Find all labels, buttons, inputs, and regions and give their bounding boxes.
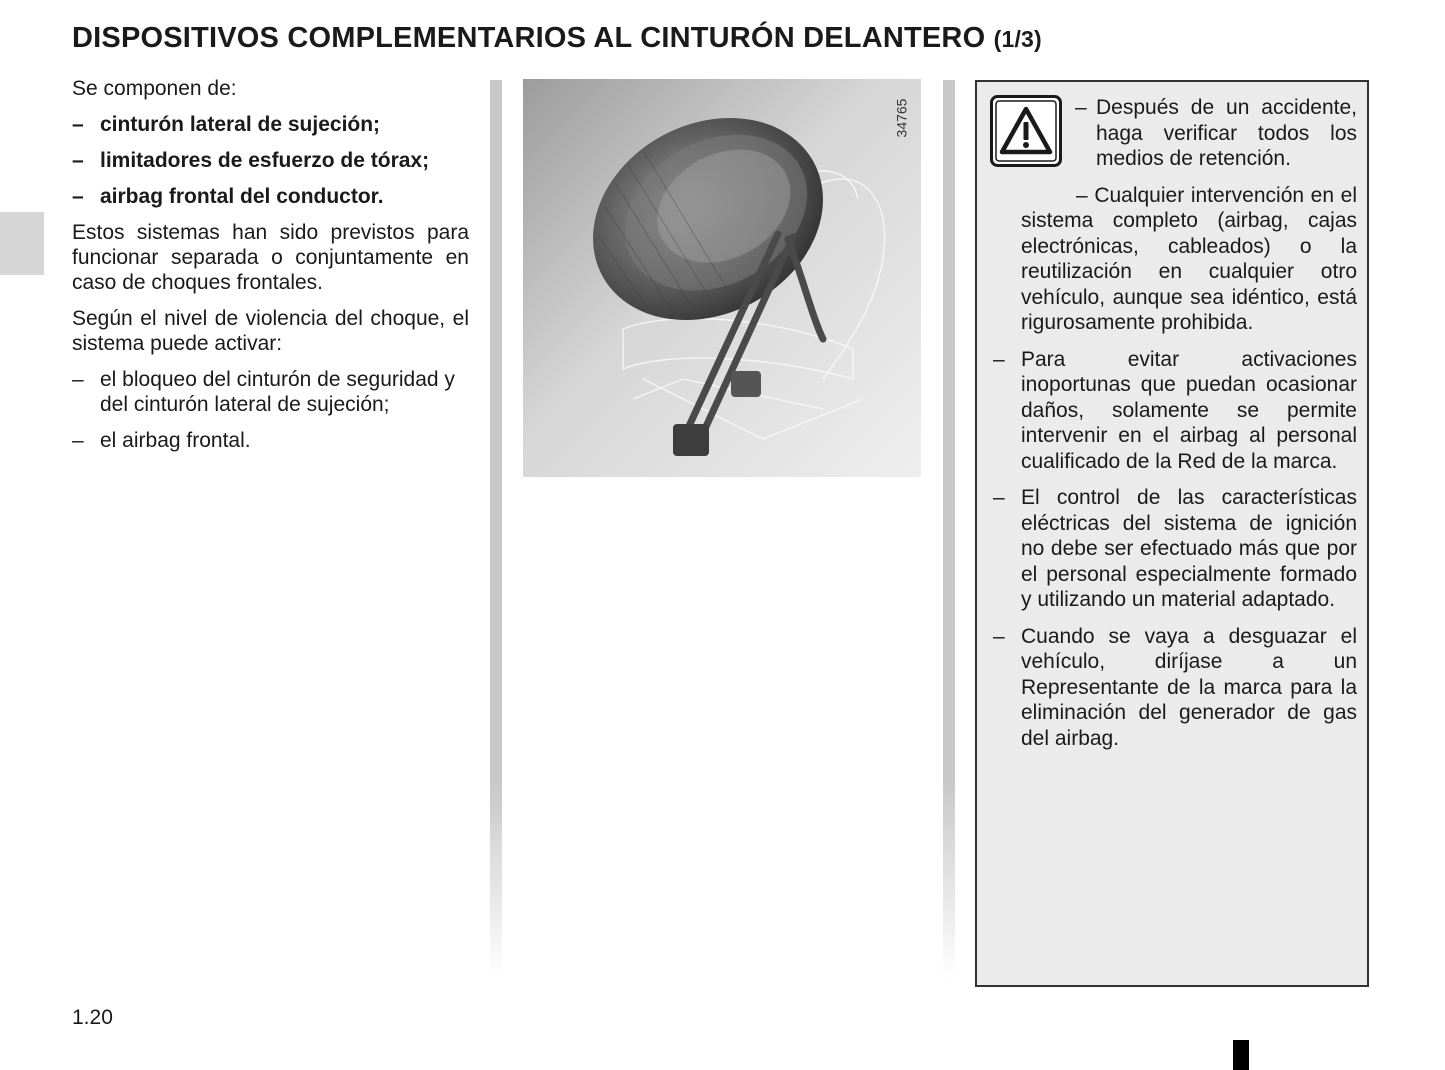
activation-item (72, 367, 469, 417)
page-number: 1.20 (72, 1006, 113, 1029)
list-dash: – (72, 149, 84, 172)
warning-text: Cualquier intervención en el sistema completo (airbag, cajas electrónicas, cableados) o la reutilización en cualquier otro vehículo, aunque sea idéntico, está rigurosamente prohibida. (1021, 183, 1357, 334)
list-dash: – (72, 113, 84, 136)
left-column (72, 76, 469, 464)
list-dash: – (993, 624, 1005, 648)
figure-number-text: 34765 (893, 98, 909, 138)
figure-number (889, 87, 913, 149)
warning-item (993, 624, 1357, 752)
activation-text: el airbag frontal. (100, 429, 251, 452)
warning-box (975, 80, 1369, 987)
title-part: (1/3) (993, 26, 1042, 52)
page-edge-marker (1233, 1040, 1249, 1070)
airbag-figure (523, 79, 921, 477)
component-item (72, 184, 469, 209)
list-dash: – (72, 185, 84, 208)
intro-text: Se componen de: (72, 77, 237, 100)
title-main: DISPOSITIVOS COMPLEMENTARIOS AL CINTURÓN DELANTERO (72, 22, 986, 54)
warning-text: Para evitar activaciones inoportunas que puedan ocasionar daños, solamente se permite intervenir en el airbag al personal cualificado de la Red de la marca. (1021, 347, 1357, 473)
section-tab (0, 212, 44, 275)
paragraph-violence: Según el nivel de violencia del choque, el sistema puede activar: (72, 307, 469, 355)
list-dash: – (1076, 183, 1088, 207)
warning-item (1075, 95, 1357, 172)
component-text: cinturón lateral de sujeción; (100, 113, 381, 136)
airbag-seat-illustration (523, 79, 921, 477)
warning-text: Cuando se vaya a desguazar el vehículo, diríjase a un Representante de la marca para la eliminación del generador de gas del airbag. (1021, 624, 1357, 750)
warning-item (993, 347, 1357, 475)
warning-item (993, 183, 1357, 336)
component-text: airbag frontal del conductor. (100, 185, 384, 208)
component-item (72, 112, 469, 137)
warning-item (993, 485, 1357, 613)
list-dash: – (993, 486, 1005, 509)
component-item (72, 148, 469, 173)
warning-text: Después de un accidente, haga verificar todos los medios de retención. (1096, 96, 1357, 170)
list-dash: – (72, 368, 84, 391)
column-divider (943, 80, 955, 980)
column-divider (490, 80, 502, 980)
activation-text: el bloqueo del cinturón de seguridad y del cinturón lateral de sujeción; (100, 368, 455, 416)
warning-text: El control de las características eléctricas del sistema de ignición no debe ser efectuado más que por el personal especialmente formado y utilizando un material adaptado. (1021, 486, 1357, 611)
component-text: limitadores de esfuerzo de tórax; (100, 149, 430, 172)
warning-content (993, 95, 1357, 751)
paragraph-systems: Estos sistemas han sido previstos para funcionar separada o conjuntamente en caso de choques frontales. (72, 221, 469, 294)
page-title (72, 22, 1042, 55)
list-dash: – (993, 347, 1005, 371)
list-dash: – (72, 429, 84, 452)
activation-item (72, 428, 469, 453)
list-dash: – (1075, 96, 1087, 119)
